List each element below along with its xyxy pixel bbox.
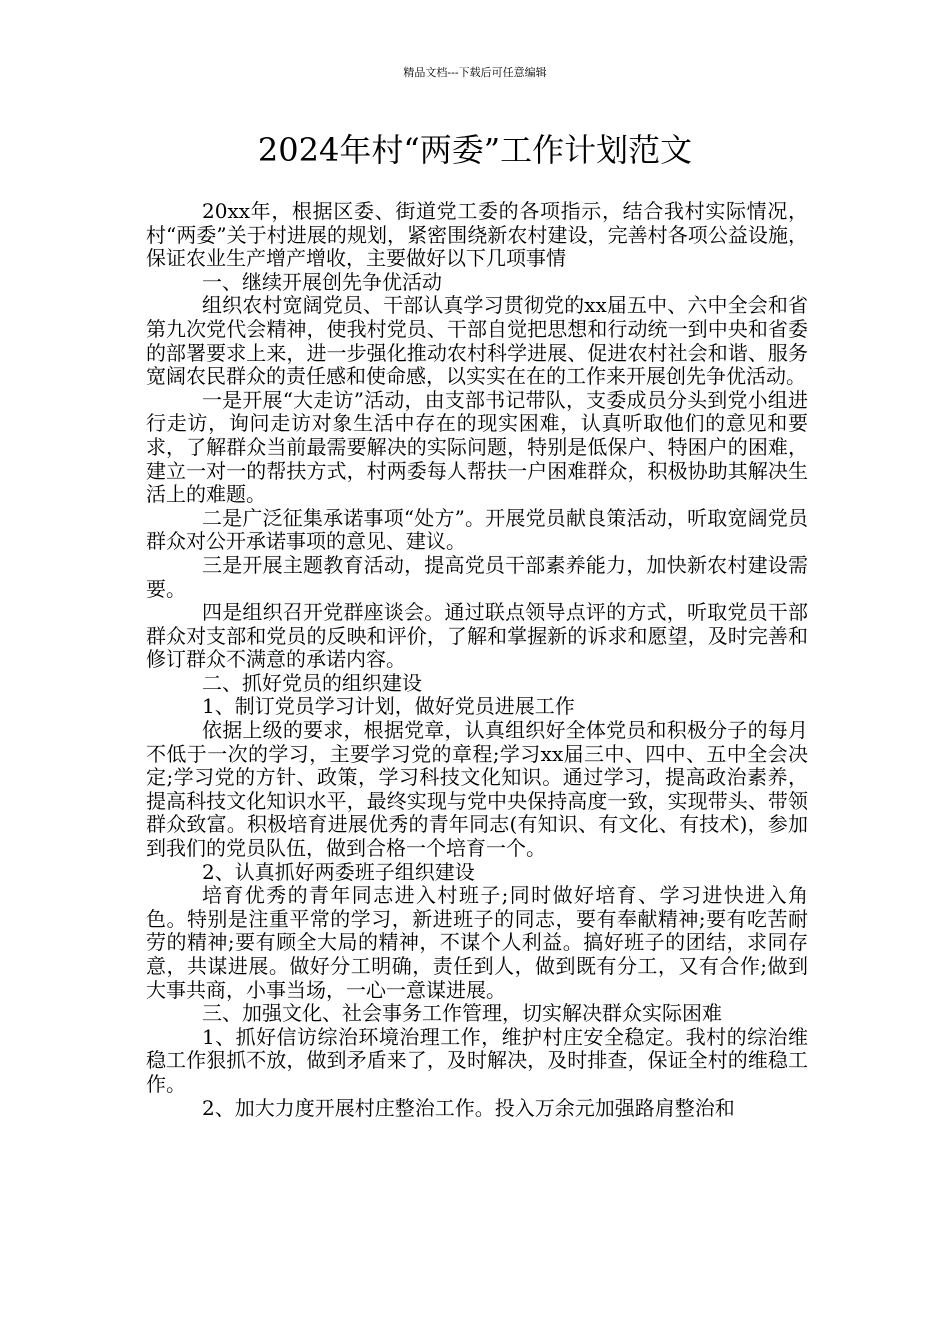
paragraph: 培育优秀的青年同志进入村班子;同时做好培育、学习进快进入角色。特别是注重平常的学习，新进班子的同志，要有奉献精神;要有吃苦耐劳的精神;要有顾全大局的精神，不谋个人利益。搞好班子的团结，求同存意，共谋进展。做好分工明确，责任到人，做到既有分工，又有合作;做到大事共商，小事当场，一心一意谋进展。 [146, 883, 808, 1002]
paragraph: 一是开展“大走访”活动，由支部书记带队，支委成员分头到党小组进行走访，询问走访对象生活中存在的现实困难，认真听取他们的意见和要求，了解群众当前最需要解决的实际问题，特别是低保户、特困户的困难，建立一对一的帮扶方式，村两委每人帮扶一户困难群众，积极协助其解决生活上的难题。 [146, 387, 808, 507]
header-note: 精品文档---下载后可任意编辑 [403, 66, 547, 79]
section-heading-2: 二、抓好党员的组织建设 [202, 670, 422, 695]
paragraph: 二是广泛征集承诺事项“处方”。开展党员献良策活动，听取宽阔党员群众对公开承诺事项的意见、建议。 [146, 505, 808, 554]
section-heading-1: 一、继续开展创先争优活动 [202, 269, 442, 294]
paragraph: 三是开展主题教育活动，提高党员干部素养能力，加快新农村建设需要。 [146, 552, 808, 601]
paragraph: 依据上级的要求，根据党章，认真组织好全体党员和积极分子的每月不低于一次的学习，主要学习党的章程;学习xx届三中、四中、五中全会决定;学习党的方针、政策，学习科技文化知识。通过学习，提高政治素养，提高科技文化知识水平，最终实现与党中央保持高度一致，实现带头、带领群众致富。积极培育进展优秀的青年同志(有知识、有文化、有技术)，参加到我们的党员队伍，做到合格一个培育一个。 [146, 718, 808, 861]
paragraph-intro: 20xx年，根据区委、街道党工委的各项指示，结合我村实际情况，村“两委”关于村进展的规划，紧密围绕新农村建设，完善村各项公益设施，保证农业生产增产增收，主要做好以下几项事情 [146, 199, 808, 271]
paragraph: 组织农村宽阔党员、干部认真学习贯彻党的xx届五中、六中全会和省第九次党代会精神，使我村党员、干部自觉把思想和行动统一到中央和省委的部署要求上来，进一步强化推动农村科学进展、促进农村社会和谐、服务宽阔农民群众的责任感和使命感，以实实在在的工作来开展创先争优活动。 [146, 293, 808, 389]
paragraph: 2、加大力度开展村庄整治工作。投入万余元加强路肩整治和 [202, 1095, 735, 1120]
document-title: 2024年村“两委”工作计划范文 [257, 131, 693, 169]
subsection-heading: 1、制订党员学习计划，做好党员进展工作 [202, 694, 575, 719]
subsection-heading: 2、认真抓好两委班子组织建设 [202, 859, 475, 884]
section-heading-3: 三、加强文化、社会事务工作管理，切实解决群众实际困难 [202, 1001, 722, 1026]
paragraph: 四是组织召开党群座谈会。通过联点领导点评的方式，听取党员干部群众对支部和党员的反映和评价，了解和掌握新的诉求和愿望，及时完善和修订群众不满意的承诺内容。 [146, 600, 808, 672]
paragraph: 1、抓好信访综治环境治理工作，维护村庄安全稳定。我村的综治维稳工作狠抓不放，做到矛盾来了，及时解决，及时排查，保证全村的维稳工作。 [146, 1024, 808, 1096]
document-body [146, 200, 808, 1120]
